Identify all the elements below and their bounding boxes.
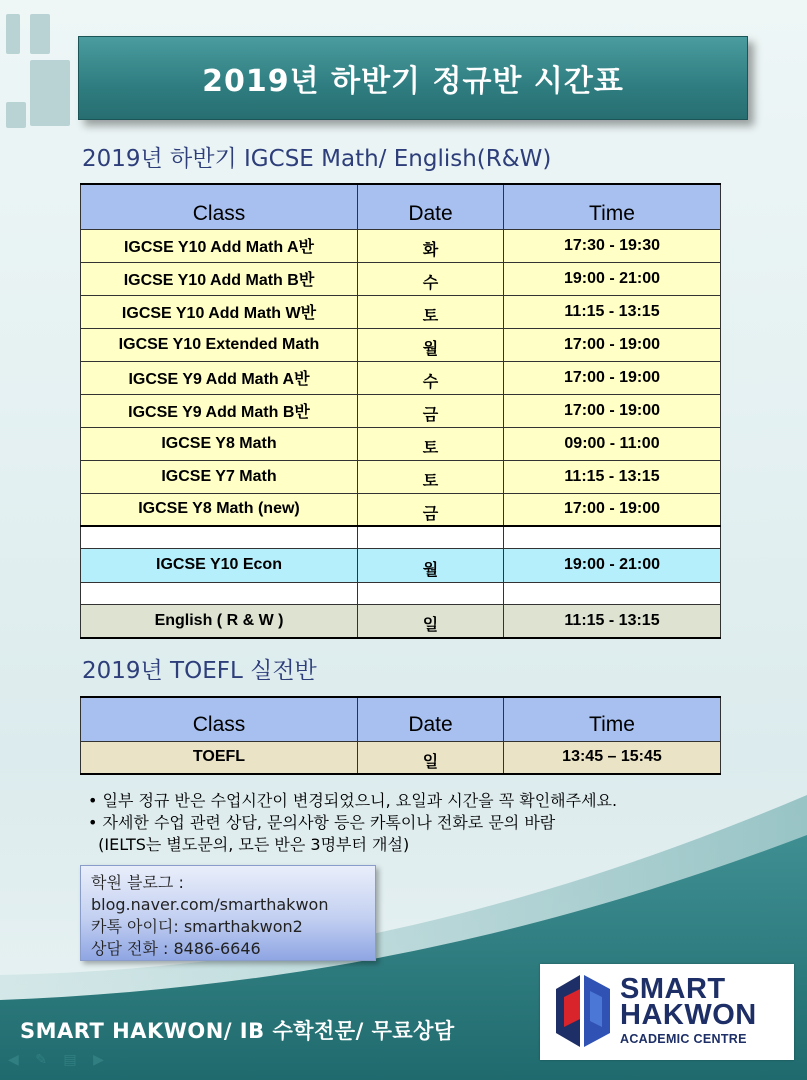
contact-line: 학원 블로그 : bbox=[91, 873, 184, 892]
slide-nav[interactable] bbox=[8, 1052, 116, 1068]
decor-square bbox=[30, 60, 70, 126]
class-cell: IGCSE Y10 Add Math W반 bbox=[81, 295, 358, 328]
time-cell: 13:45 – 15:45 bbox=[504, 741, 721, 774]
table-row bbox=[81, 229, 721, 262]
logo-line2: HAKWON bbox=[620, 999, 757, 1031]
empty-cell bbox=[504, 582, 721, 604]
header-time: Time bbox=[504, 697, 721, 741]
empty-cell bbox=[81, 526, 358, 548]
notes bbox=[88, 790, 617, 856]
title-banner bbox=[78, 36, 748, 120]
table-row bbox=[81, 460, 721, 493]
header-time: Time bbox=[504, 184, 721, 229]
table-row bbox=[81, 604, 721, 638]
section-title-toefl: 2019년 TOEFL 실전반 bbox=[82, 658, 317, 684]
date-cell: 토 bbox=[358, 460, 504, 493]
contact-box bbox=[80, 865, 376, 961]
table-row bbox=[81, 328, 721, 361]
pen-icon[interactable]: ✎ bbox=[35, 1052, 47, 1068]
forward-arrow-icon[interactable]: ▶ bbox=[93, 1052, 104, 1068]
date-cell: 수 bbox=[358, 361, 504, 394]
logo bbox=[540, 964, 794, 1060]
toefl-table bbox=[80, 696, 721, 775]
contact-line: 카톡 아이디: smarthakwon2 bbox=[91, 917, 303, 936]
empty-cell bbox=[81, 582, 358, 604]
menu-icon[interactable]: ▤ bbox=[63, 1052, 77, 1068]
class-cell: IGCSE Y10 Add Math B반 bbox=[81, 262, 358, 295]
date-cell: 금 bbox=[358, 493, 504, 526]
time-cell: 09:00 - 11:00 bbox=[504, 427, 721, 460]
date-cell: 일 bbox=[358, 604, 504, 638]
time-cell: 11:15 - 13:15 bbox=[504, 295, 721, 328]
class-cell: TOEFL bbox=[81, 741, 358, 774]
footer-text: SMART HAKWON/ IB 수학전문/ 무료상담 bbox=[20, 1019, 455, 1043]
class-cell: IGCSE Y10 Extended Math bbox=[81, 328, 358, 361]
table-row bbox=[81, 295, 721, 328]
table-row bbox=[81, 493, 721, 526]
time-cell: 11:15 - 13:15 bbox=[504, 460, 721, 493]
schedule-table bbox=[80, 183, 721, 639]
class-cell: IGCSE Y10 Econ bbox=[81, 548, 358, 582]
time-cell: 11:15 - 13:15 bbox=[504, 604, 721, 638]
header-date: Date bbox=[358, 184, 504, 229]
time-cell: 17:00 - 19:00 bbox=[504, 361, 721, 394]
spacer-row bbox=[81, 526, 721, 548]
contact-line: 상담 전화 : 8486-6646 bbox=[91, 939, 261, 958]
decor-square bbox=[30, 14, 50, 54]
date-cell: 일 bbox=[358, 741, 504, 774]
logo-line1: SMART bbox=[620, 973, 726, 1005]
decor-square bbox=[6, 102, 26, 128]
table-row bbox=[81, 741, 721, 774]
class-cell: IGCSE Y9 Add Math A반 bbox=[81, 361, 358, 394]
header-date: Date bbox=[358, 697, 504, 741]
note-line: (IELTS는 별도문의, 모든 반은 3명부터 개설) bbox=[88, 835, 410, 854]
note-line: • 일부 정규 반은 수업시간이 변경되었으니, 요일과 시간을 꼭 확인해주세요. bbox=[88, 791, 618, 810]
empty-cell bbox=[358, 582, 504, 604]
spacer-row bbox=[81, 582, 721, 604]
date-cell: 토 bbox=[358, 427, 504, 460]
class-cell: English ( R & W ) bbox=[81, 604, 358, 638]
time-cell: 17:00 - 19:00 bbox=[504, 493, 721, 526]
table-row bbox=[81, 262, 721, 295]
logo-emblem-icon bbox=[550, 967, 620, 1057]
table-row bbox=[81, 361, 721, 394]
section-title-math: 2019년 하반기 IGCSE Math/ English(R&W) bbox=[82, 146, 552, 172]
decor-square bbox=[6, 14, 20, 54]
header-class: Class bbox=[81, 697, 358, 741]
empty-cell bbox=[504, 526, 721, 548]
date-cell: 화 bbox=[358, 229, 504, 262]
time-cell: 17:00 - 19:00 bbox=[504, 394, 721, 427]
class-cell: IGCSE Y10 Add Math A반 bbox=[81, 229, 358, 262]
empty-cell bbox=[358, 526, 504, 548]
time-cell: 17:00 - 19:00 bbox=[504, 328, 721, 361]
logo-line3: ACADEMIC CENTRE bbox=[620, 1032, 747, 1046]
class-cell: IGCSE Y7 Math bbox=[81, 460, 358, 493]
class-cell: IGCSE Y8 Math (new) bbox=[81, 493, 358, 526]
time-cell: 17:30 - 19:30 bbox=[504, 229, 721, 262]
contact-blog-link[interactable]: blog.naver.com/smarthakwon bbox=[91, 895, 329, 914]
note-line: • 자세한 수업 관련 상담, 문의사항 등은 카톡이나 전화로 문의 바람 bbox=[88, 813, 556, 832]
table-row bbox=[81, 548, 721, 582]
date-cell: 수 bbox=[358, 262, 504, 295]
class-cell: IGCSE Y9 Add Math B반 bbox=[81, 394, 358, 427]
date-cell: 토 bbox=[358, 295, 504, 328]
class-cell: IGCSE Y8 Math bbox=[81, 427, 358, 460]
date-cell: 월 bbox=[358, 328, 504, 361]
page-title: 2019년 하반기 정규반 시간표 bbox=[202, 64, 624, 99]
table-row bbox=[81, 394, 721, 427]
header-class: Class bbox=[81, 184, 358, 229]
date-cell: 월 bbox=[358, 548, 504, 582]
time-cell: 19:00 - 21:00 bbox=[504, 262, 721, 295]
table-row bbox=[81, 427, 721, 460]
back-arrow-icon[interactable]: ◀ bbox=[8, 1052, 19, 1068]
date-cell: 금 bbox=[358, 394, 504, 427]
time-cell: 19:00 - 21:00 bbox=[504, 548, 721, 582]
